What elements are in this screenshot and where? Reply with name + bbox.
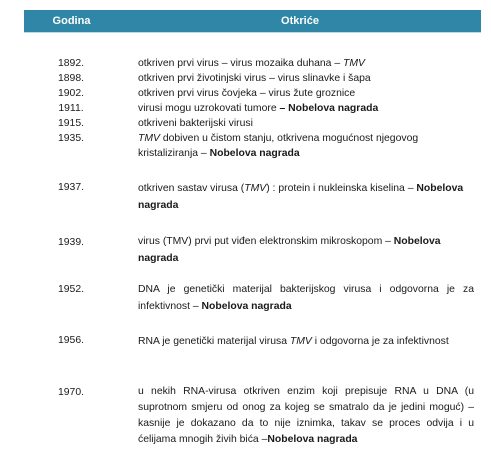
text-bold: Nobelova nagrada (138, 236, 441, 264)
text: otkriven prvi virus čovjeka – virus žute groznice (138, 88, 356, 99)
text: otkriven sastav virusa ( (138, 183, 245, 194)
text-bold: Nobelova nagrada (138, 183, 464, 211)
discovery-table (24, 10, 481, 445)
header-year: Godina (52, 15, 91, 27)
year-cell: 1970. (57, 387, 84, 398)
table-header (24, 10, 481, 33)
year-cell: 1952. (57, 284, 84, 295)
text-italic: TMV (138, 133, 160, 144)
year-cell: 1898. (57, 73, 84, 84)
year-cell: 1911. (58, 103, 84, 114)
discovery-cell (138, 56, 474, 71)
discovery-cell (138, 116, 474, 131)
text-bold: Nobelova nagrada (267, 434, 358, 445)
year-cell: 1935. (57, 133, 84, 144)
discovery-cell (138, 180, 474, 214)
header-discovery: Otkriće (281, 15, 319, 27)
year-cell: 1892. (57, 58, 84, 69)
discovery-cell (138, 71, 474, 86)
text: DNA je genetički materijal bakterijskog virusa i odgovorna je za infektivnost – (138, 284, 474, 312)
text: i odgovorna je za infektivnost (311, 336, 449, 347)
text-bold: Nobelova nagrada (201, 301, 292, 312)
discovery-cell (138, 281, 474, 315)
year-cell: 1915. (57, 118, 84, 129)
text-bold: Nobelova nagrada (209, 148, 300, 159)
text: virus (TMV) prvi put viđen elektronskim mikroskopom – (138, 236, 394, 247)
discovery-cell (138, 101, 474, 116)
discovery-cell (138, 233, 474, 267)
year-cell: 1956. (57, 335, 84, 346)
text-italic: TMV (289, 336, 312, 347)
text: otkriven prvi virus – virus mozaika duhana – (138, 58, 344, 69)
discovery-cell (138, 384, 474, 448)
text: dobiven u čistom stanju, otkrivena mogućnost njegovog kristaliziranja – (138, 133, 419, 159)
text: RNA je genetički materijal virusa (138, 336, 290, 347)
text-italic: TMV (343, 58, 365, 69)
year-cell: 1939. (57, 237, 84, 248)
text: u nekih RNA-virusa otkriven enzim koji prepisuje RNA u DNA (u suprotnom smjeru od onog za kojeg se smatralo da je jedini moguć) – kasnije je dokazano da to nije iznimka, takav se proces odvija i u ćelijama mnogih živih bića – (138, 386, 474, 445)
text-italic: TMV (244, 183, 267, 194)
discovery-cell (138, 86, 474, 101)
text: ) : protein i nukleinska kiselina – (266, 183, 417, 194)
year-cell: 1937. (57, 182, 84, 193)
text: virusi mogu uzrokovati tumore (138, 103, 280, 114)
year-cell: 1902. (57, 88, 84, 99)
text-bold: – Nobelova nagrada (279, 103, 379, 114)
discovery-cell (138, 131, 474, 161)
discovery-cell (138, 332, 474, 352)
text: otkriven prvi životinjski virus – virus slinavke i šapa (138, 73, 371, 84)
text: otkriveni bakterijski virusi (138, 118, 253, 129)
